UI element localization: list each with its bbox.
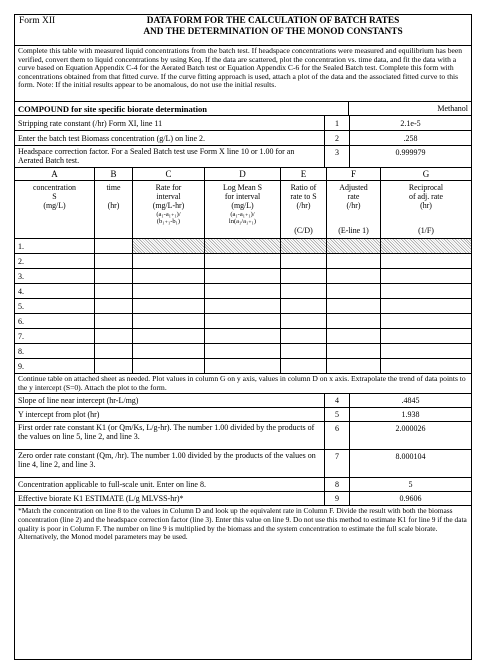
table-row-label: 6.: [15, 314, 95, 329]
table-cell[interactable]: [95, 299, 133, 314]
table-cell[interactable]: [205, 269, 281, 284]
table-cell[interactable]: [133, 314, 205, 329]
table-cell[interactable]: [205, 344, 281, 359]
table-cell[interactable]: [281, 299, 327, 314]
table-cell[interactable]: [327, 314, 381, 329]
table-row-label: 9.: [15, 359, 95, 374]
table-cell[interactable]: [381, 344, 471, 359]
column-header-title: Log Mean S for interval (mg/L): [222, 183, 262, 211]
table-cell[interactable]: [281, 314, 327, 329]
column-header-title: time (hr): [106, 183, 121, 211]
table-cell[interactable]: [205, 314, 281, 329]
table-cell[interactable]: [381, 299, 471, 314]
table-cell[interactable]: [381, 359, 471, 374]
table-cell[interactable]: [95, 359, 133, 374]
table-cell[interactable]: [281, 254, 327, 269]
line-number-6: 6: [325, 422, 350, 449]
line-number-5: 5: [325, 408, 350, 421]
results-section: [15, 394, 471, 506]
table-cell[interactable]: [133, 269, 205, 284]
table-row-label: 7.: [15, 329, 95, 344]
result-label-7: Zero order rate constant (Qm, /hr). The number 1.00 divided by the products of the values on line 4, line 2, and line 3.: [15, 450, 325, 477]
column-header: [381, 181, 471, 239]
line-number-2: 2: [325, 131, 350, 145]
table-cell[interactable]: [133, 329, 205, 344]
table-cell[interactable]: [281, 359, 327, 374]
line-number-4: 4: [325, 394, 350, 407]
table-row-label: 1.: [15, 239, 95, 254]
result-row-8: [15, 478, 471, 492]
instructions: Complete this table with measured liquid concentrations from the batch test. If headspace concentrations were measured and equilibrium has been verified, convert them to liquid concentrations by using Keq. If the data are scattered, plot the concentration vs. time data, and fit the data with a curve based on Equation Appendix C-4 for the Aerated Batch test or Equation Appendix C-6 for the Sealed Batch test. Complete this form with concentrations obtained from that fitted curve. If the curve fitting approach is used, attach a plot of the data and the associated fitted curve to this form. Note: If the initial results appear to be anomalous, do not use the initial results.: [15, 46, 471, 102]
footnote: *Match the concentration on line 8 to the values in Column D and look up the equivalent rate in Column F. Divide the result with both the biomass concentration (line 2) and the headspace correction factor (line 3). Enter this value on line 9. Do not use this method to estimate K1 for line 9 if the data quality is poor in Column F. The number on line 9 is multiplied by the biomass and the system concentration to estimate the full scale biorate. Alternatively, the Monod model parameters may be used.: [18, 506, 467, 542]
table-cell[interactable]: [133, 239, 205, 254]
input-value-2[interactable]: .258: [403, 133, 418, 143]
data-form: [14, 14, 472, 660]
table-cell[interactable]: [205, 329, 281, 344]
column-formula: (C/D): [294, 225, 313, 235]
line-number-7: 7: [325, 450, 350, 477]
result-value-4[interactable]: .4845: [401, 396, 420, 406]
table-cell[interactable]: [281, 284, 327, 299]
table-cell[interactable]: [133, 254, 205, 269]
table-cell[interactable]: [327, 269, 381, 284]
table-cell[interactable]: [205, 299, 281, 314]
column-formula: (a₁-a₁₊₁)/ ln(a₁/a₁₊₁): [228, 210, 257, 226]
form-header: [15, 15, 471, 46]
line-number-1: 1: [325, 116, 350, 130]
result-value-7[interactable]: 8.000104: [395, 452, 426, 462]
table-cell[interactable]: [327, 284, 381, 299]
table-cell[interactable]: [281, 344, 327, 359]
column-letter: G: [381, 168, 471, 181]
input-row-1: [15, 116, 471, 131]
input-label-1: Stripping rate constant (/hr) Form XI, line 11: [15, 116, 325, 130]
table-cell[interactable]: [281, 329, 327, 344]
column-letter: E: [281, 168, 327, 181]
title-line-2: AND THE DETERMINATION OF THE MONOD CONSTANTS: [143, 27, 403, 37]
table-cell[interactable]: [95, 314, 133, 329]
result-label-8: Concentration applicable to full-scale unit. Enter on line 8.: [15, 478, 325, 491]
result-row-5: [15, 408, 471, 422]
column-formula: (1/F): [418, 225, 434, 235]
table-row-label: 3.: [15, 269, 95, 284]
table-cell[interactable]: [95, 239, 133, 254]
table-cell[interactable]: [205, 284, 281, 299]
result-row-6: [15, 422, 471, 450]
table-cell[interactable]: [281, 269, 327, 284]
input-row-2: [15, 131, 471, 146]
table-cell[interactable]: [381, 329, 471, 344]
line-number-9: 9: [325, 492, 350, 505]
table-cell[interactable]: [95, 254, 133, 269]
table-cell[interactable]: [133, 284, 205, 299]
result-label-5: Y intercept from plot (hr): [15, 408, 325, 421]
table-cell[interactable]: [327, 344, 381, 359]
column-letter: B: [95, 168, 133, 181]
column-letter: F: [327, 168, 381, 181]
table-cell[interactable]: [381, 314, 471, 329]
compound-label: COMPOUND for site specific biorate determination: [15, 102, 349, 115]
table-cell[interactable]: [133, 344, 205, 359]
result-value-6[interactable]: 2.000026: [395, 424, 426, 434]
table-row-label: 5.: [15, 299, 95, 314]
column-letter: A: [15, 168, 95, 181]
column-header-title: Reciprocal of adj. rate (hr): [408, 183, 444, 211]
result-value-9[interactable]: 0.9606: [399, 494, 422, 504]
table-cell[interactable]: [95, 344, 133, 359]
table-cell[interactable]: [205, 359, 281, 374]
table-row-label: 4.: [15, 284, 95, 299]
form-number: Form XII: [19, 16, 56, 26]
result-row-4: [15, 394, 471, 408]
title-line-1: DATA FORM FOR THE CALCULATION OF BATCH RATES: [146, 16, 400, 26]
column-formula: (a₁-a₁₊₁)/ (b₁₊₁-b₁): [156, 210, 181, 226]
compound-row: [15, 102, 471, 116]
table-cell[interactable]: [281, 239, 327, 254]
table-cell[interactable]: [327, 239, 381, 254]
table-cell[interactable]: [327, 329, 381, 344]
result-row-9: [15, 492, 471, 506]
column-header-title: concentration S (mg/L): [33, 183, 76, 211]
column-header: [95, 181, 133, 239]
form-title: [83, 16, 463, 38]
input-row-3: [15, 146, 471, 168]
result-value-8[interactable]: 5: [408, 480, 413, 490]
line-number-8: 8: [325, 478, 350, 491]
table-cell[interactable]: [381, 239, 471, 254]
result-label-4: Slope of line near intercept (hr-L/mg): [15, 394, 325, 407]
input-label-2: Enter the batch test Biomass concentration (g/L) on line 2.: [15, 131, 325, 145]
column-header: [133, 181, 205, 239]
table-cell[interactable]: [95, 329, 133, 344]
result-row-7: [15, 450, 471, 478]
table-cell[interactable]: [381, 269, 471, 284]
table-row-label: 2.: [15, 254, 95, 269]
result-label-9: Effective biorate K1 ESTIMATE (L/g MLVSS-hr)*: [15, 492, 325, 505]
column-header-title: Adjusted rate (/hr): [339, 183, 368, 211]
table-row-label: 8.: [15, 344, 95, 359]
table-cell[interactable]: [95, 269, 133, 284]
table-cell[interactable]: [95, 284, 133, 299]
table-cell[interactable]: [133, 359, 205, 374]
column-header: [327, 181, 381, 239]
input-value-3[interactable]: 0.999979: [395, 148, 426, 157]
line-number-3: 3: [325, 146, 350, 167]
table-cell[interactable]: [327, 359, 381, 374]
column-header: [205, 181, 281, 239]
column-letter: D: [205, 168, 281, 181]
table-cell[interactable]: [381, 254, 471, 269]
column-letter: C: [133, 168, 205, 181]
table-cell[interactable]: [133, 299, 205, 314]
column-header: [281, 181, 327, 239]
table-cell[interactable]: [205, 239, 281, 254]
table-cell[interactable]: [205, 254, 281, 269]
result-label-6: First order rate constant K1 (or Qm/Ks, L/g-hr). The number 1.00 divided by the products of the values on line 5, line 2, and line 3.: [15, 422, 325, 449]
batch-data-table: [15, 168, 471, 374]
compound-value: Methanol: [437, 104, 468, 113]
table-cell[interactable]: [327, 299, 381, 314]
input-value-1[interactable]: 2.1e-5: [400, 118, 421, 128]
continue-note: Continue table on attached sheet as needed. Plot values in column G on y axis, values in column D on x axis. Extrapolate the trend of data points to the y intercept (S=0). Attach the plot to the form.: [15, 374, 471, 394]
result-value-5[interactable]: 1.938: [401, 410, 420, 420]
table-cell[interactable]: [327, 254, 381, 269]
column-header: [15, 181, 95, 239]
column-formula: (E-line 1): [338, 225, 369, 235]
table-cell[interactable]: [381, 284, 471, 299]
input-label-3: Headspace correction factor. For a Sealed Batch test use Form X line 10 or 1.00 for an Aerated Batch test.: [15, 146, 325, 167]
column-header-title: Rate for interval (mg/L-hr): [152, 183, 185, 211]
column-header-title: Ratio of rate to S (/hr): [290, 183, 317, 211]
